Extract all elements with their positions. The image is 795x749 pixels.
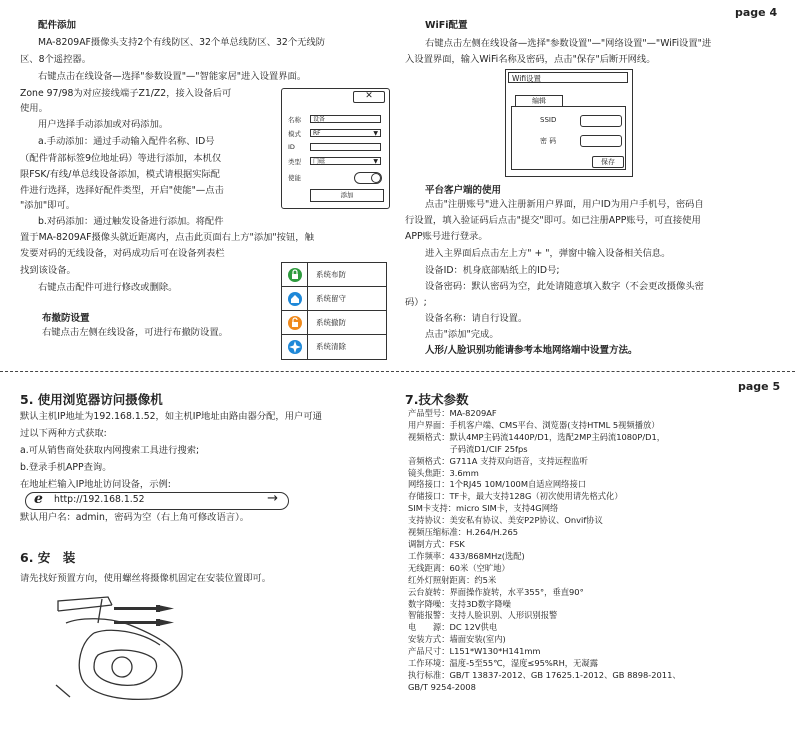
accessory-para3-l1: Zone 97/98为对应接线端子Z1/Z2，接入设备后可 (20, 88, 232, 99)
spec-line: 工作频率：433/868MHz(选配) (408, 550, 525, 561)
accessory-para1-l1: MA-8209AF摄像头支持2个有线防区、32个单总线防区、32个无线防 (38, 37, 326, 48)
name-label: 名称 (288, 116, 301, 124)
install-section-title: 6. 安 装 (20, 550, 76, 565)
type-label: 类型 (288, 158, 301, 166)
browser-l3: a.可从销售商处获取内网搜索工具进行搜索; (20, 445, 200, 456)
arrow-right-icon: → (267, 491, 278, 506)
specs-section-title: 7.技术参数 (405, 392, 469, 407)
mode-value: RF (313, 130, 321, 137)
platform-p1-l2: 行设置，填入验证码后点击"提交"即可。如已注册APP账号，可直接使用 (405, 215, 701, 226)
clear-icon (282, 335, 308, 359)
mode-select[interactable] (310, 129, 381, 137)
spec-line: 产品尺寸：L151*W130*H141mm (408, 646, 541, 657)
platform-p7: 人形/人脸识别功能请参考本地网络端中设置方法。 (425, 345, 638, 356)
accessory-title: 配件添加 (38, 20, 77, 31)
spec-line: 云台旋转：界面操作旋转，水平355°，垂直90° (408, 586, 584, 597)
manual-add-l1: a.手动添加：通过手动输入配件名称、ID号 (38, 136, 215, 147)
spec-line: 无线距离：60米（空旷地） (408, 562, 510, 573)
spec-line: 工作环境：温度-5至55℃，湿度≤95%RH，无凝露 (408, 658, 598, 669)
dropdown-arrow-icon: ▼ (373, 130, 378, 137)
manual-add-l2: （配件背部标签9位地址码）等进行添加，本机仅 (20, 153, 222, 164)
browser-l4: b.登录手机APP查询。 (20, 462, 112, 473)
manual-add-l3: 限FSK/有线/单总线设备添加，模式请根据实际配 (20, 169, 221, 180)
lock-closed-icon (282, 263, 308, 287)
id-label: ID (288, 143, 295, 151)
address-url: http://192.168.1.52 (54, 494, 145, 505)
wifi-para-l1: 右键点击左侧在线设备—选择"参数设置"—"网络设置"—"WiFi设置"进 (425, 38, 712, 49)
spec-line: 产品型号：MA-8209AF (408, 408, 497, 418)
arming-text: 右键点击左侧在线设备，可进行布撤防设置。 (42, 327, 228, 338)
spec-line: 用户界面：手机客户端、CMS平台、浏览器(支持HTML 5视频播放） (408, 419, 660, 430)
spec-line: 安装方式：墙面安装(室内) (408, 634, 506, 645)
arming-title: 布撤防设置 (42, 313, 90, 324)
add-button[interactable]: 添加 (310, 189, 384, 202)
spec-line: 存储接口：TF卡，最大支持128G（初次使用请先格式化） (408, 491, 623, 502)
enable-toggle[interactable] (354, 172, 382, 184)
wifi-para-l2: 入设置界面，输入WiFi名称及密码，点击"保存"后断开网线。 (405, 54, 656, 65)
home-lock-icon (282, 287, 308, 311)
pair-add-l3: 发要对码的无线设备，对码成功后可在设备列表栏 (20, 248, 225, 259)
id-field[interactable] (310, 143, 381, 151)
platform-p1-l3: APP账号进行登录。 (405, 231, 488, 242)
status-label: 系统清除 (316, 342, 346, 351)
pair-add-l1: b.对码添加：通过触发设备进行添加。将配件 (38, 216, 224, 227)
save-button[interactable]: 保存 (592, 156, 624, 168)
spec-line: 智能报警：支持人脸识别、人形识别报警 (408, 610, 558, 621)
close-icon: ✕ (365, 91, 373, 101)
manual-add-l5: "添加"即可。 (20, 200, 76, 211)
password-input[interactable] (580, 135, 622, 147)
accessory-config-dialog (281, 88, 390, 209)
status-label: 系统留守 (316, 294, 346, 303)
spec-line: SIM卡支持：micro SIM卡，支持4G网络 (408, 503, 559, 514)
wifi-title: WiFi配置 (425, 20, 468, 31)
lock-open-icon (282, 311, 308, 335)
spec-line: 视频压缩标准：H.264/H.265 (408, 527, 519, 538)
spec-line: 数字降噪：支持3D数字降噪 (408, 598, 511, 609)
platform-p6: 点击"添加"完成。 (425, 329, 499, 340)
wifi-settings-dialog (505, 69, 633, 177)
spec-line: 镜头焦距：3.6mm (408, 467, 479, 478)
specs-list (408, 408, 681, 694)
browser-l5: 在地址栏输入IP地址访问设备，示例: (20, 479, 171, 490)
camera-install-illustration (50, 593, 220, 703)
tab-edit[interactable]: 编辑 (515, 95, 563, 107)
spec-line: 视频格式：默认4MP主码流1440P/D1，选配2MP主码流1080P/D1， (408, 431, 666, 442)
accessory-para4: 用户选择手动添加或对码添加。 (38, 119, 169, 130)
platform-p4-l2: 码）; (405, 297, 427, 308)
spec-line: 电 源：DC 12V供电 (408, 622, 498, 633)
platform-p2: 进入主界面后点击左上方" + "，弹窗中输入设备相关信息。 (425, 248, 671, 259)
browser-l6: 默认用户名：admin，密码为空（右上角可修改语言）。 (20, 512, 250, 523)
close-button[interactable] (353, 91, 385, 103)
status-clear-row[interactable] (282, 335, 386, 359)
status-arm-row[interactable] (282, 263, 386, 287)
browser-l1: 默认主机IP地址为192.168.1.52，如主机IP地址由路由器分配，用户可通 (20, 411, 322, 422)
platform-title: 平台客户端的使用 (425, 185, 502, 196)
type-select[interactable] (310, 157, 381, 165)
pair-add-l2: 置于MA-8209AF摄像头就近距离内，点击此页面右上方"添加"按钮，触 (20, 232, 314, 243)
ssid-input[interactable] (580, 115, 622, 127)
password-label: 密 码 (540, 137, 557, 145)
spec-line: 执行标准：GB/T 13837-2012、GB 17625.1-2012、GB 8898-2011、 (408, 669, 681, 680)
browser-icon: e (34, 491, 43, 507)
system-status-table (281, 262, 387, 360)
name-field[interactable]: 设备 (310, 115, 381, 123)
page-number: page 5 (738, 380, 781, 393)
accessory-para3-l2: 使用。 (20, 103, 48, 114)
modify-delete-text: 右键点击配件可进行修改或删除。 (38, 282, 178, 293)
platform-p3: 设备ID：机身底部贴纸上的ID号; (425, 265, 560, 276)
accessory-para2: 右键点击在线设备—选择"参数设置"—"智能家居"进入设置界面。 (38, 71, 307, 82)
pair-add-l4: 找到该设备。 (20, 265, 76, 276)
type-value: 门磁 (313, 158, 326, 165)
dropdown-arrow-icon: ▼ (373, 158, 378, 165)
platform-p1-l1: 点击"注册账号"进入注册新用户界面，用户ID为用户手机号，密码自 (425, 199, 704, 210)
status-label: 系统撤防 (316, 318, 346, 327)
mode-label: 模式 (288, 130, 301, 138)
install-text: 请先找好预置方向，使用螺丝将摄像机固定在安装位置即可。 (20, 573, 272, 584)
ssid-label: SSID (540, 116, 557, 124)
address-bar[interactable] (25, 492, 289, 510)
spec-line: 支持协议：美安私有协议、美安P2P协议、Onvif协议 (408, 515, 603, 526)
spec-line: 音频格式：G711A 支持双向语音，支持远程监听 (408, 455, 588, 466)
platform-p4-l1: 设备密码：默认密码为空，此处请随意填入数字（不会更改摄像头密 (425, 281, 704, 292)
spec-line: GB/T 9254-2008 (408, 681, 476, 692)
manual-add-l4: 件进行选择，选择好配件类型，开启"使能"—点击 (20, 185, 224, 196)
spec-line: 红外灯照射距离：约5米 (408, 574, 497, 585)
status-disarm-row[interactable] (282, 311, 386, 335)
platform-p5: 设备名称：请自行设置。 (425, 313, 528, 324)
page-divider (0, 371, 795, 372)
browser-l2: 过以下两种方式获取: (20, 428, 107, 439)
status-label: 系统布防 (316, 270, 346, 279)
enable-label: 使能 (288, 174, 301, 182)
browser-section-title: 5. 使用浏览器访问摄像机 (20, 392, 163, 407)
spec-line: 调制方式：FSK (408, 538, 465, 549)
page-number: page 4 (735, 6, 778, 19)
spec-line: 子码流D1/CIF 25fps (408, 443, 528, 454)
spec-line: 网络接口：1个RJ45 10M/100M自适应网络接口 (408, 479, 587, 490)
wifi-dialog-title: Wifi设置 (508, 72, 628, 83)
accessory-para1-l2: 区、8个遥控器。 (20, 54, 91, 65)
status-stay-row[interactable] (282, 287, 386, 311)
